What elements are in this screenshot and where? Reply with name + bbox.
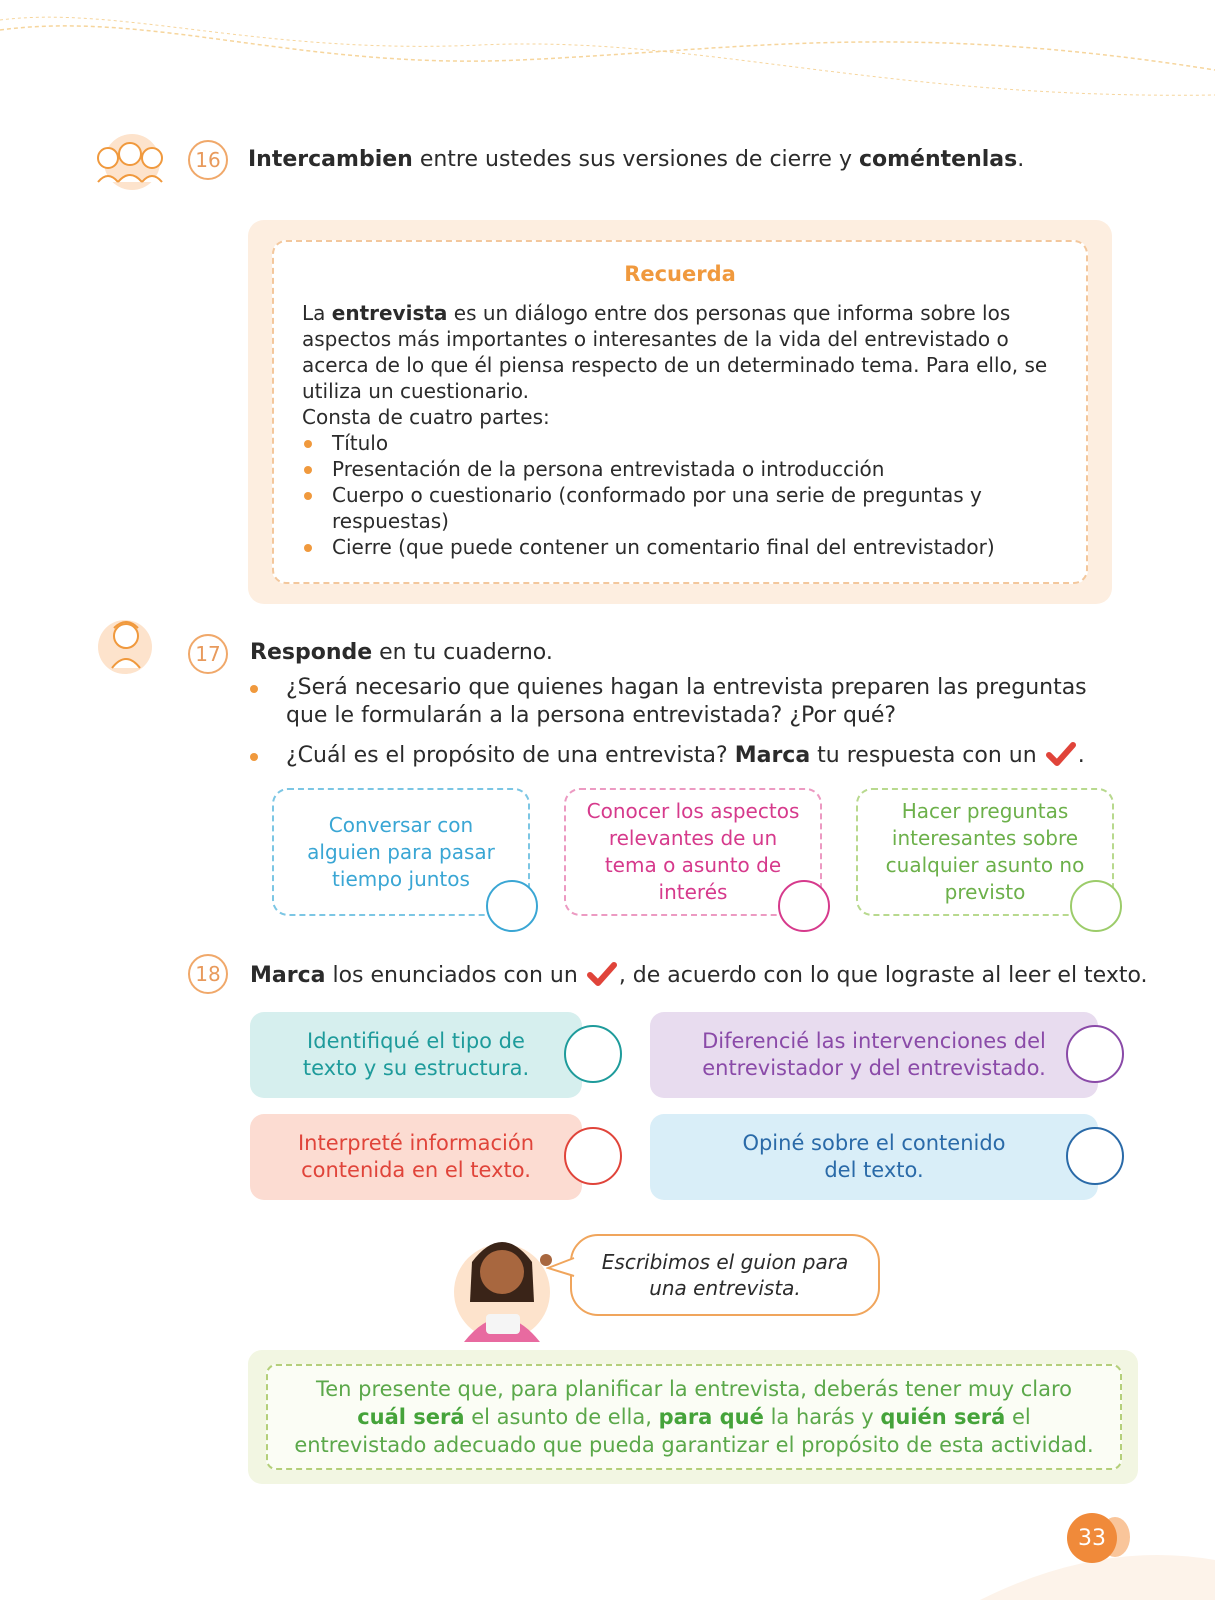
b2-end: . — [1077, 743, 1085, 768]
recuerda-list — [302, 430, 1062, 560]
achievement-card-4 — [650, 1114, 1098, 1200]
note-part: la harás y — [763, 1405, 881, 1429]
list-item: Cierre (que puede contener un comentario final del entrevistador) — [302, 534, 1062, 560]
q17-bullet-1 — [250, 674, 1110, 734]
option-2-text: Conocer los aspectos relevantes de un tema o asunto de interés — [586, 799, 800, 904]
recuerda-parts-heading: Consta de cuatro partes: — [302, 405, 550, 429]
recuerda-title: Recuerda — [624, 262, 736, 286]
q18-verb: Marca — [250, 963, 326, 988]
achievement-3-checkbox[interactable] — [564, 1127, 622, 1185]
group-of-children-icon — [92, 138, 168, 188]
note-part: el asunto de ella, — [464, 1405, 659, 1429]
option-3-text: Hacer preguntas interesantes sobre cualquier asunto no previsto — [885, 799, 1085, 904]
b2-instr: tu respuesta con un — [810, 743, 1044, 768]
q18-end: , de acuerdo con lo que lograste al leer el texto. — [618, 963, 1148, 988]
bullet-dot — [250, 685, 258, 693]
note-inner — [266, 1364, 1122, 1470]
note-part: el entrevistado adecuado que pueda garantizar el propósito de esta actividad. — [294, 1405, 1094, 1457]
question-18-number: 18 — [188, 954, 228, 994]
note-text — [294, 1375, 1094, 1459]
b2-verb: Marca — [734, 743, 811, 768]
question-17-number: 17 — [188, 634, 228, 674]
question-18-text — [250, 962, 1148, 988]
achievement-4-checkbox[interactable] — [1066, 1127, 1124, 1185]
recuerda-intro — [302, 300, 1062, 404]
recuerda-body — [302, 300, 1062, 560]
achievement-card-1 — [250, 1012, 582, 1098]
page-number: 33 — [1067, 1513, 1117, 1563]
option-1-text: Conversar con alguien para pasar tiempo juntos — [307, 812, 495, 891]
achievement-card-3 — [250, 1114, 582, 1200]
q17-rest: en tu cuaderno. — [372, 640, 553, 665]
bullet-dot — [250, 753, 258, 761]
option-2-checkbox[interactable] — [778, 880, 830, 932]
checkmark-icon — [1046, 742, 1076, 766]
bullet-2-text — [286, 742, 1085, 770]
achievement-3-text: Interpreté información contenida en el texto. — [297, 1131, 535, 1182]
list-item: Cuerpo o cuestionario (conformado por una serie de preguntas y respuestas) — [302, 482, 1062, 534]
achievement-1-checkbox[interactable] — [564, 1025, 622, 1083]
q16-middle: entre ustedes sus versiones de cierre y — [412, 147, 859, 172]
intro-term: entrevista — [331, 301, 448, 325]
q18-middle: los enunciados con un — [325, 963, 585, 988]
intro-rest: es un diálogo entre dos personas que informa sobre los aspectos más importantes o interesantes de la vida del entrevistado o acerca de lo que él piensa respecto de un determinado tema. Para ello, se utiliza un cuestionario. — [302, 301, 1048, 403]
girl-illustration — [442, 1222, 562, 1342]
q16-verb: Intercambien — [248, 147, 413, 172]
speech-bubble-tail — [546, 1256, 576, 1280]
q16-end: . — [1017, 147, 1025, 172]
q17-bullet-2 — [250, 742, 1110, 772]
list-item: Presentación de la persona entrevistada o introducción — [302, 456, 1062, 482]
question-16-text — [248, 147, 1024, 172]
checkmark-icon — [587, 962, 617, 986]
bullet-1-line-2: que le formularán a la persona entrevistada? ¿Por qué? — [286, 703, 897, 728]
achievement-2-text: Diferencié las intervenciones del entrevistador y del entrevistado. — [702, 1029, 1046, 1080]
note-part: Ten presente que, para planificar la entrevista, deberás tener muy claro — [315, 1377, 1073, 1401]
question-17-text — [250, 640, 553, 665]
bullet-1-line-1: ¿Será necesario que quienes hagan la entrevista preparen las preguntas — [286, 675, 1087, 700]
achievement-1-text: Identifiqué el tipo de texto y su estructura. — [302, 1029, 530, 1080]
speech-bubble — [570, 1234, 880, 1316]
intro-start: La — [302, 301, 332, 325]
achievement-card-2 — [650, 1012, 1098, 1098]
note-emph: quién será — [880, 1405, 1006, 1429]
child-icon — [106, 614, 146, 670]
decorative-wave — [0, 0, 1215, 110]
note-emph: cuál será — [357, 1405, 465, 1429]
achievement-4-text: Opiné sobre el contenido del texto. — [742, 1131, 1006, 1182]
question-16-number: 16 — [188, 140, 228, 180]
option-3-checkbox[interactable] — [1070, 880, 1122, 932]
q16-verb2: coméntenlas — [858, 147, 1018, 172]
b2-question: ¿Cuál es el propósito de una entrevista? — [286, 743, 735, 768]
speech-text: Escribimos el guion para una entrevista. — [601, 1250, 849, 1300]
option-1-checkbox[interactable] — [486, 880, 538, 932]
list-item: Título — [302, 430, 1062, 456]
achievement-2-checkbox[interactable] — [1066, 1025, 1124, 1083]
q17-verb: Responde — [250, 640, 373, 665]
note-emph: para qué — [658, 1405, 764, 1429]
